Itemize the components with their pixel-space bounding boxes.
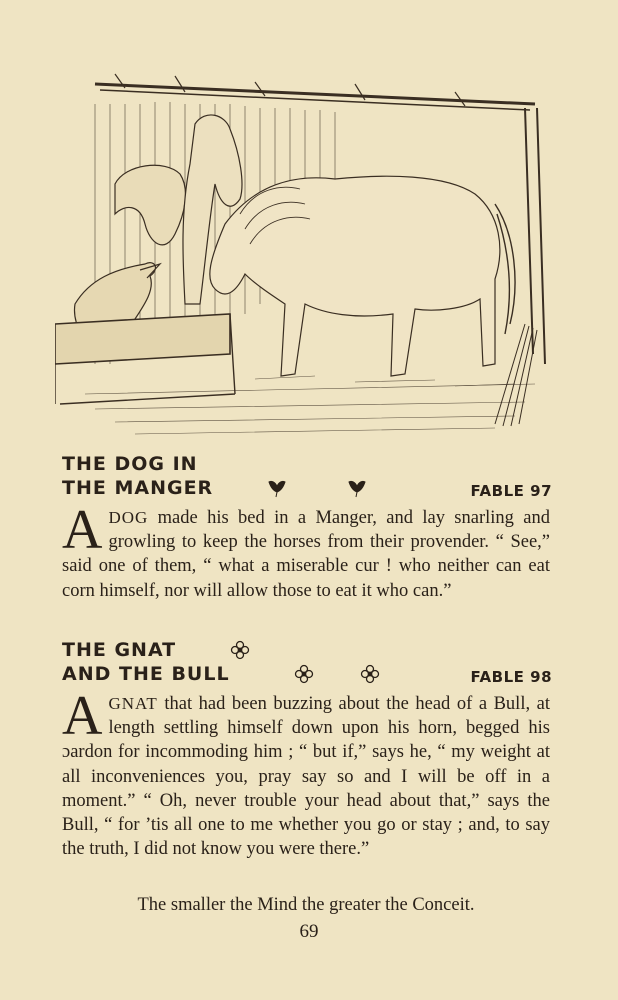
fable-98-title-line1: THE GNAT [62,639,177,661]
fable-97-smallcaps: DOG [108,508,149,527]
horses-and-dog-engraving-icon [55,64,555,444]
fable-97-body: made his bed in a Manger, and lay snarling and growling to keep the horses from their provender. “ See,” said one of them, “ what a miserable cur ! who neither can eat corn himself, nor will allow those to eat it who can.” [62,508,550,601]
fable-97-dropcap: A [62,499,103,561]
moral-line: The smaller the Mind the greater the Conceit. [137,895,475,915]
fable-98-smallcaps: GNAT [108,694,158,713]
flower-ornament-icon [294,664,314,684]
leaf-ornament-icon [347,478,367,498]
fable-98-title-row2 [62,662,552,686]
fable-97-title-line2: THE MANGER [62,477,214,499]
fable-98-body: that had been buzzing about the head of a Bull, at length settling himself down upon his horn, begged his ɔardon for incommoding him ; “ but if,” says he, “ my weight at all inconveniences you, pray say so and I will be off in a moment.” “ Oh, never trouble your head about that,” says the Bull, “ for ’tis all one to me whether you go or stay ; and, to say the truth, I did not know you were there.” [62,694,550,860]
flower-ornament-icon [360,664,380,684]
fable-97-title-row [62,476,552,500]
fable-98-number: FABLE 98 [470,668,552,686]
fable-98-dropcap: A [62,685,103,747]
fable-98-title-row1 [62,638,552,662]
page-number: 69 [299,921,319,942]
fable-97-text [62,499,550,603]
fable-97-heading [62,452,552,500]
fable-97-title-line1: THE DOG IN [62,453,198,475]
fable-98-text [62,685,550,861]
fable-illustration [55,64,555,444]
leaf-ornament-icon [267,478,287,498]
fable-98-heading [62,638,552,686]
fable-98-title-line2: AND THE BULL [62,663,230,685]
fable-97-number: FABLE 97 [470,482,552,500]
flower-ornament-icon [230,640,250,660]
